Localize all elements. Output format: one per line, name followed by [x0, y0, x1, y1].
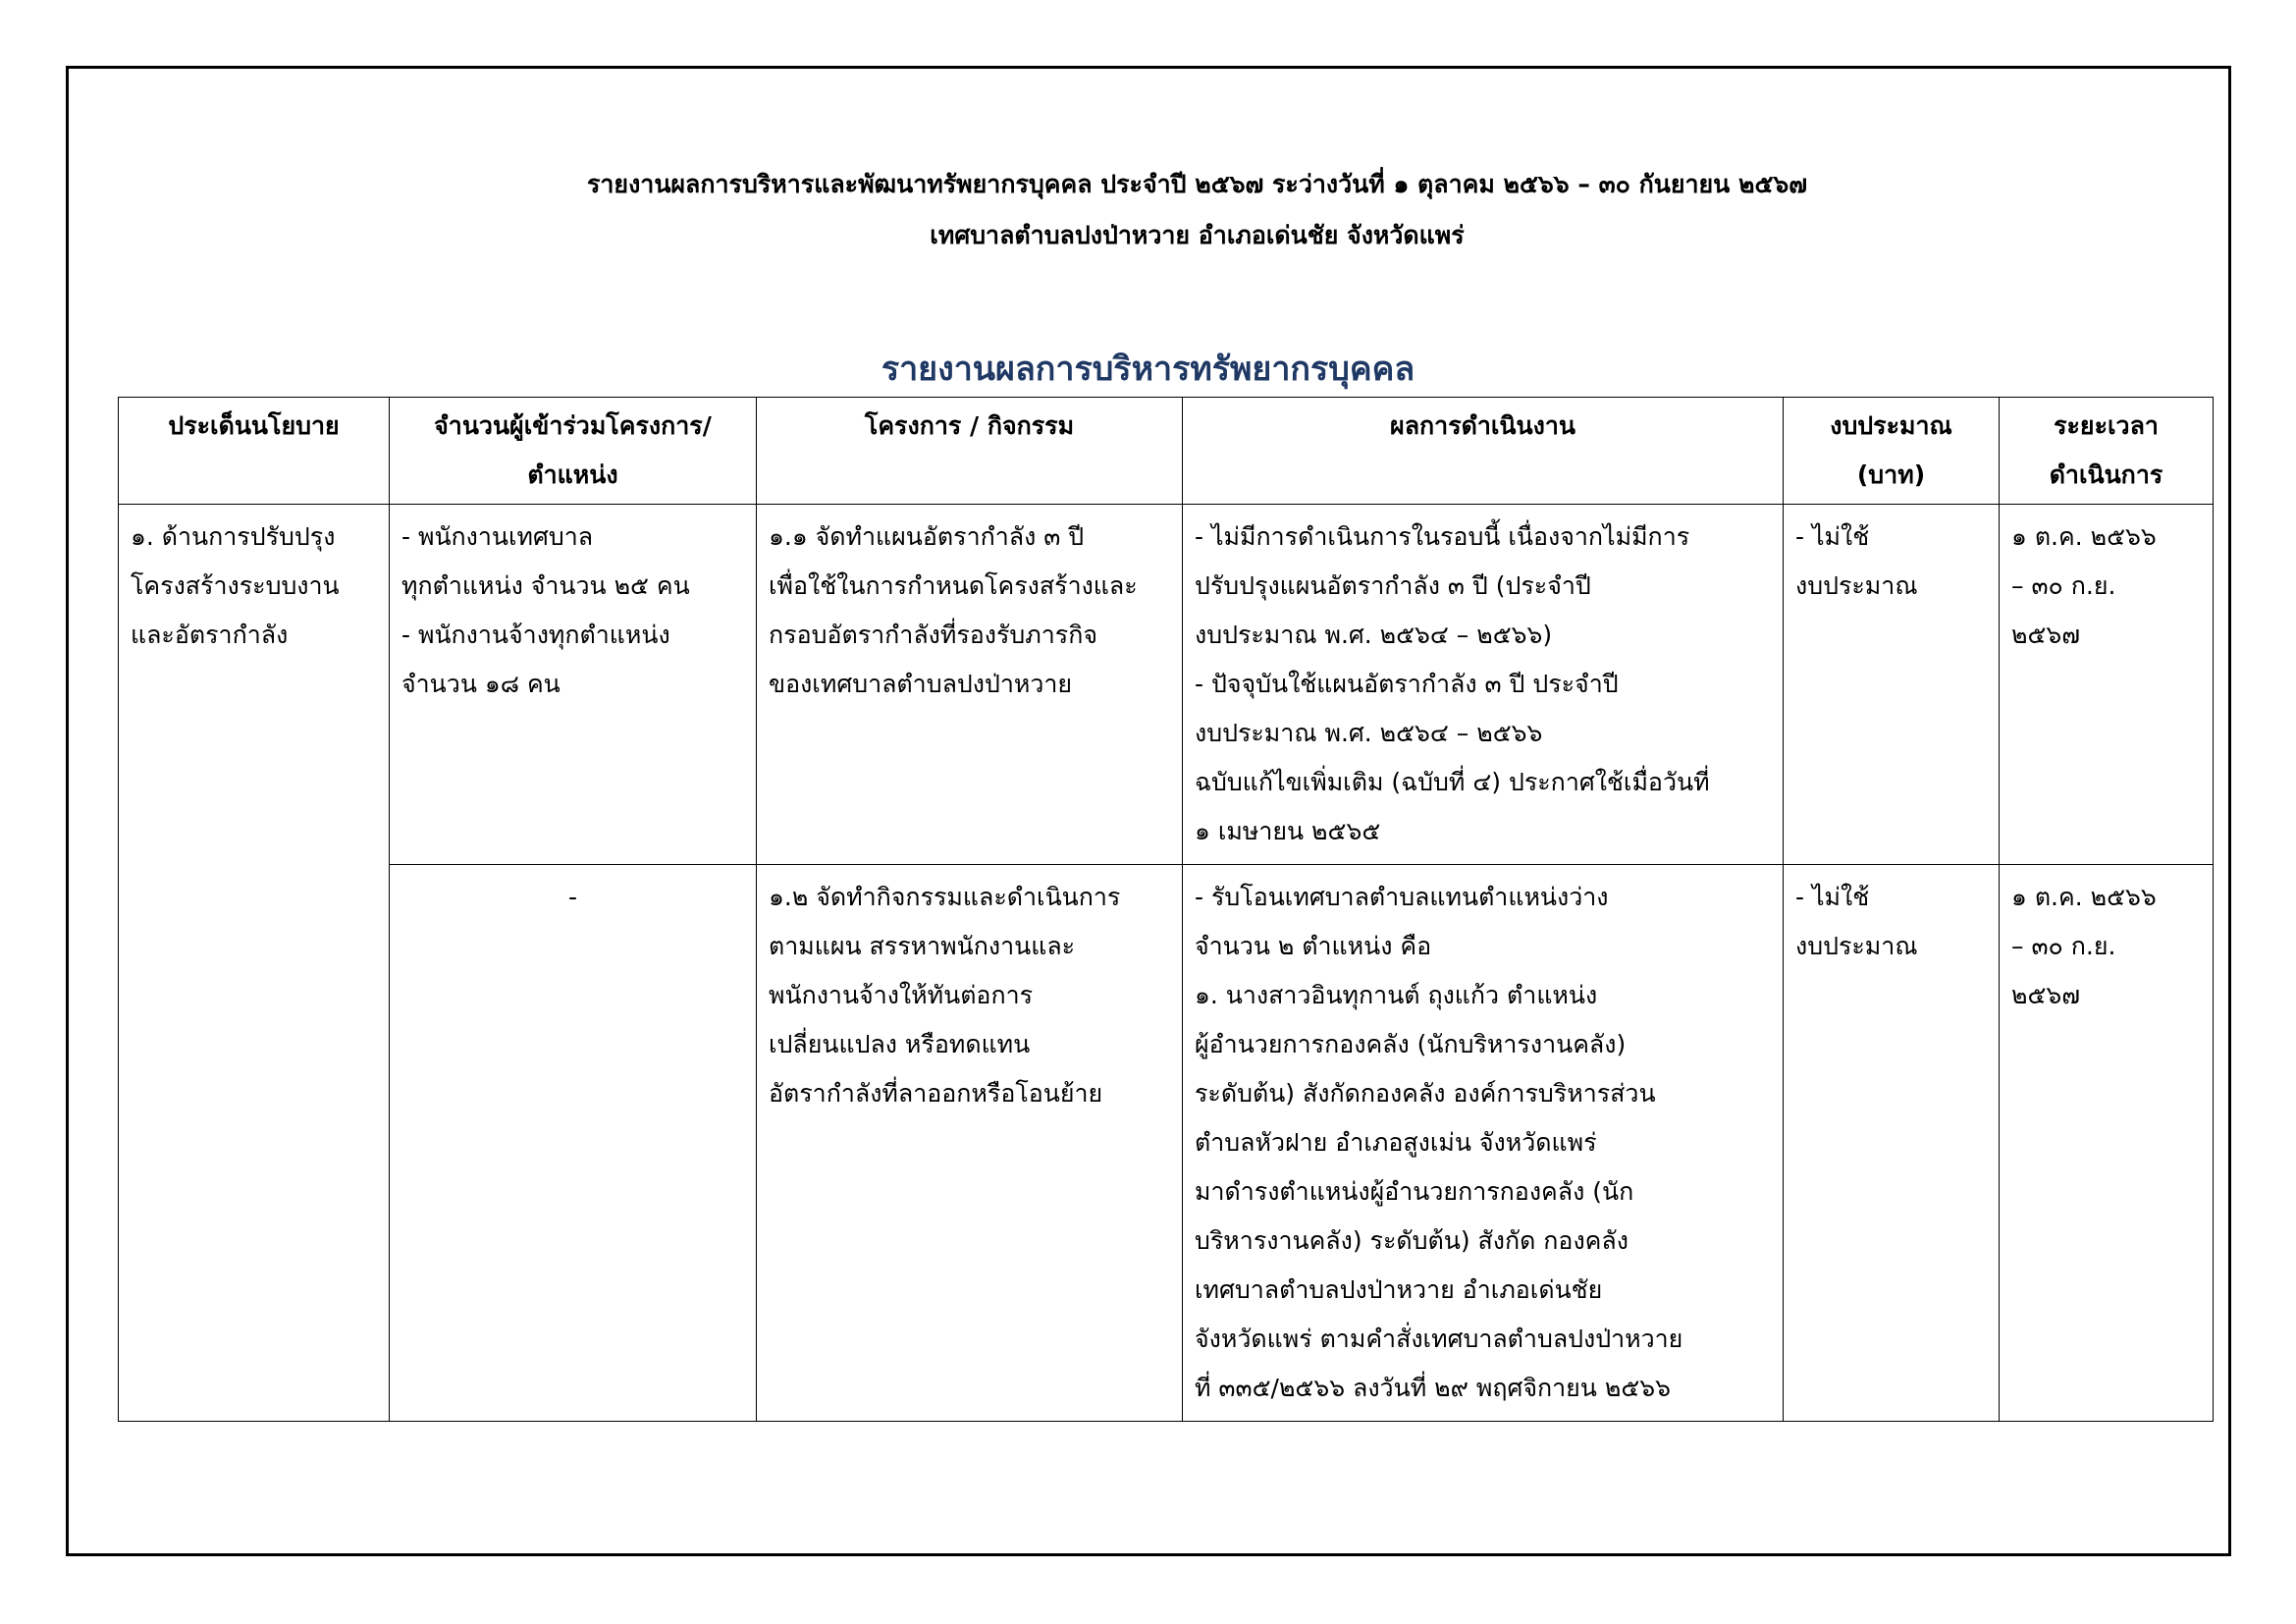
table-header-row [119, 398, 2214, 505]
budget-cell: - ไม่ใช้ งบประมาณ [1784, 505, 2000, 865]
result-cell: - รับโอนเทศบาลตำบลแทนตำแหน่งว่าง จำนวน ๒ ตำแหน่ง คือ ๑. นางสาวอินทุกานต์ ถุงแก้ว ตำแหน่ง ผู้อำนวยการกองคลัง (นักบริหารงานคลัง) ระดับต้น) สังกัดกองคลัง องค์การบริหารส่วน ตำบลหัวฝาย อำเภอสูงเม่น จังหวัดแพร่ มาดำรงตำแหน่งผู้อำนวยการกองคลัง (นัก บริหารงานคลัง) ระดับต้น) สังกัด กองคลัง เทศบาลตำบลปงป่าหวาย อำเภอเด่นชัย จังหวัดแพร่ ตามคำสั่งเทศบาลตำบลปงป่าหวาย ที่ ๓๓๕/๒๕๖๖ ลงวันที่ ๒๙ พฤศจิกายน ๒๕๖๖ [1183, 865, 1784, 1422]
result-cell: - ไม่มีการดำเนินการในรอบนี้ เนื่องจากไม่มีการ ปรับปรุงแผนอัตรากำลัง ๓ ปี (ประจำปี งบประมาณ พ.ศ. ๒๕๖๔ – ๒๕๖๖) - ปัจจุบันใช้แผนอัตรากำลัง ๓ ปี ประจำปี งบประมาณ พ.ศ. ๒๕๖๔ – ๒๕๖๖ ฉบับแก้ไขเพิ่มเติม (ฉบับที่ ๔) ประกาศใช้เมื่อวันที่ ๑ เมษายน ๒๕๖๕ [1183, 505, 1784, 865]
table-row [119, 505, 2214, 865]
budget-cell: - ไม่ใช้ งบประมาณ [1784, 865, 2000, 1422]
policy-cell: ๑. ด้านการปรับปรุง โครงสร้างระบบงาน และอัตรากำลัง [119, 505, 390, 1422]
participants-cell: - พนักงานเทศบาล ทุกตำแหน่ง จำนวน ๒๕ คน - พนักงานจ้างทุกตำแหน่ง จำนวน ๑๘ คน [390, 505, 757, 865]
report-title: รายงานผลการบริหารและพัฒนาทรัพยากรบุคคล ประจำปี ๒๕๖๗ ระว่างวันที่ ๑ ตุลาคม ๒๕๖๖ – ๓๐ กันยายน ๒๕๖๗ [586, 170, 1808, 198]
header-project: โครงการ / กิจกรรม [757, 398, 1183, 505]
header-period: ระยะเวลา ดำเนินการ [2000, 398, 2214, 505]
participants-cell: - [390, 865, 757, 1422]
header-participants: จำนวนผู้เข้าร่วมโครงการ/ ตำแหน่ง [390, 398, 757, 505]
project-cell: ๑.๒ จัดทำกิจกรรมและดำเนินการ ตามแผน สรรหาพนักงานและ พนักงานจ้างให้ทันต่อการ เปลี่ยนแปลง หรือทดแทน อัตรากำลังที่ลาออกหรือโอนย้าย [757, 865, 1183, 1422]
table-row [119, 865, 2214, 1422]
hr-report-table [118, 397, 2214, 1422]
section-title: รายงานผลการบริหารทรัพยากรบุคคล [881, 350, 1415, 389]
header-policy: ประเด็นนโยบาย [119, 398, 390, 505]
organization-name: เทศบาลตำบลปงป่าหวาย อำเภอเด่นชัย จังหวัดแพร่ [930, 221, 1465, 249]
header-result: ผลการดำเนินงาน [1183, 398, 1784, 505]
header-budget: งบประมาณ (บาท) [1784, 398, 2000, 505]
period-cell: ๑ ต.ค. ๒๕๖๖ – ๓๐ ก.ย. ๒๕๖๗ [2000, 505, 2214, 865]
project-cell: ๑.๑ จัดทำแผนอัตรากำลัง ๓ ปี เพื่อใช้ในการกำหนดโครงสร้างและ กรอบอัตรากำลังที่รองรับภารกิจ ของเทศบาลตำบลปงป่าหวาย [757, 505, 1183, 865]
period-cell: ๑ ต.ค. ๒๕๖๖ – ๓๐ ก.ย. ๒๕๖๗ [2000, 865, 2214, 1422]
